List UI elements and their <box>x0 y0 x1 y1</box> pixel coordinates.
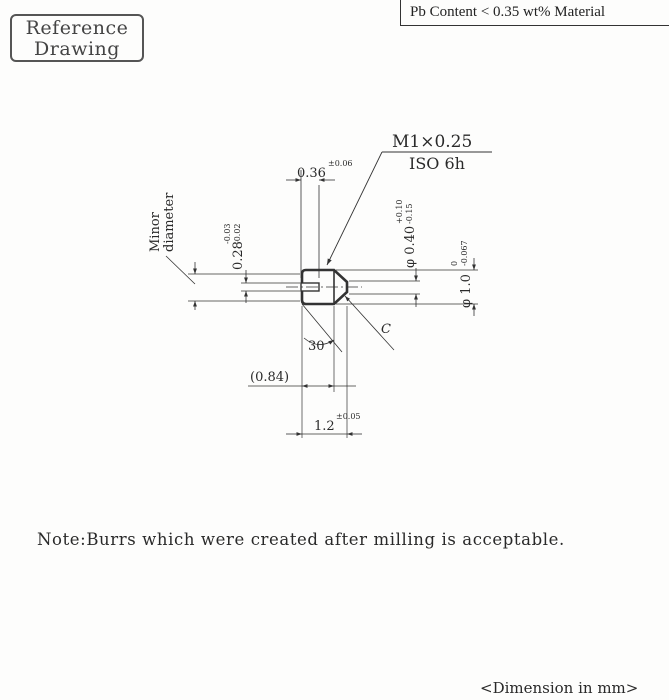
thread-length: (0.84) <box>250 370 290 385</box>
slot-width-tol: ±0.06 <box>328 159 353 168</box>
burr-note: Note:Burrs which were created after milling is acceptable. <box>37 530 565 549</box>
material-note: Pb Content < 0.35 wt% Material <box>410 4 606 20</box>
thread-spec: M1×0.25 <box>392 132 473 152</box>
overall-length-tol: ±0.05 <box>336 412 361 421</box>
slot-width: 0.36 <box>297 166 326 181</box>
chamfer-label: C <box>381 322 391 337</box>
slot-depth-tol-upper: -0.03 <box>223 223 232 244</box>
point-diameter-tol-upper: +0.10 <box>395 199 404 224</box>
major-diameter-tol-lower: -0.067 <box>460 240 469 266</box>
slot-depth-dimension <box>223 223 300 303</box>
point-diameter: φ 0.40 <box>403 225 418 268</box>
slot-depth-tol-lower: -0.02 <box>233 223 242 244</box>
drawing-label: Drawing <box>34 38 120 60</box>
minor-diameter-callout <box>148 192 300 310</box>
major-diameter-tol-upper: 0 <box>450 260 459 266</box>
point-diameter-tol-lower: -0.15 <box>405 203 414 224</box>
screw-part <box>286 270 362 304</box>
angle-dimension <box>302 304 342 354</box>
minor-label: Minor <box>148 212 163 252</box>
reference-label: Reference <box>25 17 129 39</box>
major-diameter: φ 1.0 <box>459 274 474 308</box>
thread-class: ISO 6h <box>409 154 465 173</box>
point-diameter-dimension <box>349 199 420 307</box>
diameter-label: diameter <box>162 192 177 252</box>
angle-value: 30 <box>308 339 325 354</box>
slot-width-dimension <box>286 159 353 278</box>
dimension-units: <Dimension in mm> <box>480 679 639 697</box>
slot-depth: 0.28 <box>231 241 246 270</box>
overall-length-dimension <box>286 412 362 434</box>
overall-length: 1.2 <box>314 419 335 434</box>
